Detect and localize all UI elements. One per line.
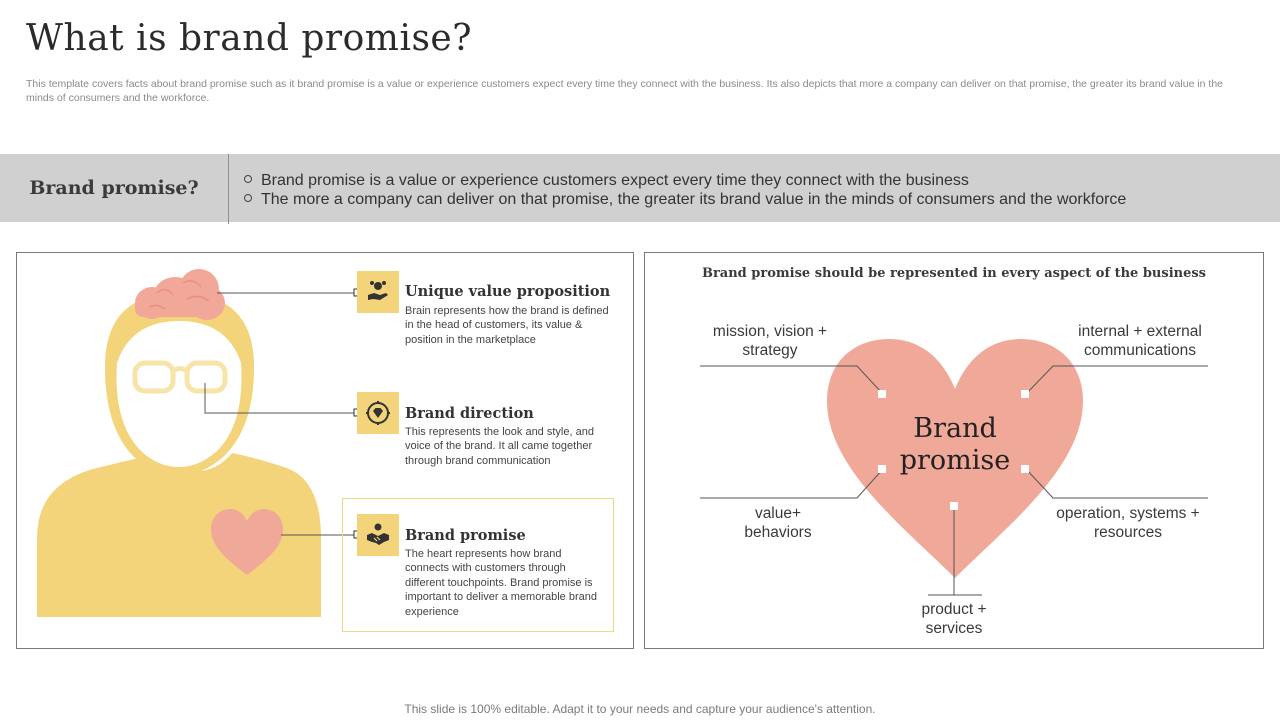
label-operation-systems-resources: operation, systems + resources bbox=[1056, 505, 1200, 541]
item-title: Unique value proposition bbox=[405, 283, 611, 300]
footer-note: This slide is 100% editable. Adapt it to your needs and capture your audience's attention. bbox=[404, 702, 876, 716]
item-description: Brain represents how the brand is defined in the head of customers, its value & position in the marketplace bbox=[405, 305, 609, 346]
band-point-list bbox=[244, 171, 1126, 209]
right-panel-heading: Brand promise should be represented in every aspect of the business bbox=[701, 266, 1207, 281]
item-title: Brand direction bbox=[405, 405, 534, 422]
item-title: Brand promise bbox=[405, 527, 526, 544]
brain-icon bbox=[135, 269, 225, 320]
circle-bullet-icon bbox=[244, 194, 252, 202]
page-title: What is brand promise? bbox=[26, 18, 473, 59]
brand-promise-band bbox=[0, 154, 1280, 222]
band-point-text: The more a company can deliver on that promise, the greater its brand value in the minds of consumers and the workforce bbox=[261, 191, 1127, 208]
band-point-text: Brand promise is a value or experience customers expect every time they connect with the business bbox=[261, 172, 969, 189]
heart-center-label: Brand promise bbox=[899, 413, 1011, 476]
band-divider bbox=[228, 154, 229, 224]
left-panel bbox=[16, 252, 634, 649]
label-internal-external-communications: internal + external communications bbox=[1078, 323, 1202, 359]
handshake-icon bbox=[357, 514, 399, 556]
item-description: This represents the look and style, and voice of the brand. It all came together through brand communication bbox=[405, 426, 594, 467]
diamond-badge-icon bbox=[357, 392, 399, 434]
band-point bbox=[244, 171, 1126, 190]
page-subtitle: This template covers facts about brand promise such as it brand promise is a value or experience customers expect every time they connect with the business. Its also depicts that more a company can deliver on that promise, the greater its brand value in the minds of consumers and the workforce. bbox=[26, 78, 1224, 104]
right-panel bbox=[644, 252, 1264, 649]
label-value-behaviors: value+ behaviors bbox=[744, 505, 812, 541]
band-label: Brand promise? bbox=[29, 177, 199, 199]
label-mission-vision-strategy: mission, vision + strategy bbox=[712, 323, 828, 359]
circle-bullet-icon bbox=[244, 175, 252, 183]
label-product-services: product + services bbox=[921, 601, 987, 637]
hand-coins-icon bbox=[357, 271, 399, 313]
band-point bbox=[244, 190, 1126, 209]
item-description: The heart represents how brand connects with customers through different touchpoints. Brand promise is important to deliver a memorable brand experience bbox=[405, 548, 597, 618]
